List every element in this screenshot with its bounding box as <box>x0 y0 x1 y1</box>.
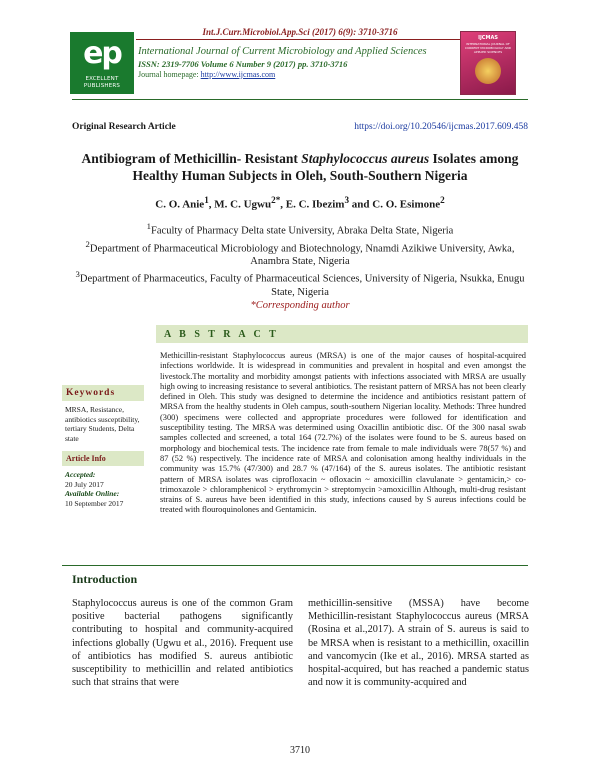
journal-homepage <box>138 70 458 79</box>
affiliation-text: Faculty of Pharmacy Delta state University, Abraka Delta State, Nigeria <box>151 225 454 237</box>
author-name: M. C. Ugwu <box>214 198 272 211</box>
affiliations <box>70 220 530 312</box>
cover-title: IJCMAS <box>478 35 498 41</box>
title-species: Staphylococcus aureus <box>301 151 430 166</box>
affiliation-text: Department of Pharmaceutics, Faculty of Pharmaceutical Sciences, University of Nigeria, Nsukka, Enugu State, Nigeria <box>79 273 525 298</box>
header-divider <box>72 99 528 100</box>
affiliation-sup: 2 <box>85 238 90 249</box>
affiliation-sup: 1 <box>146 221 152 231</box>
abstract-heading: A B S T R A C T <box>156 325 528 343</box>
introduction-left-column: Staphylococcus aureus is one of the common Gram positive bacterial pathogens significantly contributing to hospital and community-acquired infections globally (Ugwu et al., 2016). Frequent use of antibiotics has modified S. aureus antibiotic susceptibility to methicillin and related antibiotics such that strains that were <box>72 598 293 689</box>
online-label: Available Online: <box>65 489 120 498</box>
introduction-heading: Introduction <box>72 572 138 586</box>
logo-letters: ep <box>83 36 121 71</box>
journal-name: International Journal of Current Microbiology and Applied Sciences <box>138 46 427 57</box>
introduction-right-column: methicillin-sensitive (MSSA) have become Methicillin-resistant Staphylococcus aureus (MRSA (Rosina et al.,2017). A strain of S. aureus is said to be MRSA when is resistant to a methicillin, oxacillin and vancomycin (Ike et al., 2016). MRSA started as hospital-acquired, but has reached a pandemic status and now it is community-acquired and <box>308 598 529 689</box>
author-name: C. O. Esimone <box>372 198 441 211</box>
citation-rule <box>136 39 460 40</box>
article-info-heading: Article Info <box>62 451 144 466</box>
author-sup: 3 <box>344 195 350 205</box>
author-sup: 2* <box>271 195 281 205</box>
keywords-list: MRSA, Resistance, antibiotics susceptibility, tertiary Students, Delta state <box>65 405 140 443</box>
paper-title <box>80 150 520 184</box>
affiliation-item <box>70 220 530 238</box>
author-name: E. C. Ibezim <box>285 198 345 211</box>
homepage-label: Journal homepage: <box>138 70 201 79</box>
title-part1: Antibiogram of Methicillin- Resistant <box>81 151 302 166</box>
cover-graphic <box>475 58 501 84</box>
abstract-text: Methicillin-resistant Staphylococcus aureus (MRSA) is one of the major causes of hospital-acquired infections worldwide. It is widespread in communities and prevalent in hospital and even amongst the livestock.The mortality and morbidity amongst patients with infections associated with MRSA are usually high owing to increasing resistance to several antibiotics. The resistant pattern of MRSA has not been clearly defined in Oleh. This study was designed to determine the incidence and antibiotics resistant pattern of MRSA from the healthy students in Oleh campus, south-southern Nigerian locality. Methods: Three hundred (300) specimens were collected and appropriate procedures were followed for identification and susceptibility testing. The MRSA was determined using Oxacillin antibiotic disc. Of the 300 nasal swab samples collected and screened, a total 164 (72.7%) of the isolates were found to be S. aureus based on morphology and biochemical tests. The incidence rate from female to male individuals were 78(57 %) and 87 (52 %) respectively. The incidence rate of MRSA and colonisation among healthy individuals in the community was 15.7% (47/300) and 28.7 % (47/164) of the S. aureus isolates. The antibiotic resistant pattern of MRSA isolates was ciprofloxacin ~ ofloxacin ~ amoxicillin clavulanate > gentamicin,> co-trimoxazole > chloramphenicol > erythromycin > streptomycin >amoxicillin Although, multi-drug resistant strains of S. aureus have been identified in this study, infections caused by S aureus infections could be treated with flouroquinolones and Gentamicin. <box>160 351 526 515</box>
accepted-label: Accepted: <box>65 470 96 479</box>
author-sup: 2 <box>440 195 445 205</box>
article-sidebar <box>62 385 144 512</box>
affiliation-sup: 3 <box>75 269 80 279</box>
logo-caption: EXCELLENT PUBLISHERS <box>83 76 121 89</box>
journal-cover-image <box>460 31 516 95</box>
accepted-date: 20 July 2017 <box>65 479 104 489</box>
page-number: 3710 <box>290 745 310 756</box>
author-name: C. O. Anie <box>155 198 205 211</box>
online-date: 10 September 2017 <box>65 498 124 508</box>
affiliation-item <box>70 238 530 269</box>
cover-subtitle: INTERNATIONAL JOURNAL OF CURRENT MICROBIOLOGY AND APPLIED SCIENCES <box>464 42 512 54</box>
article-dates <box>62 466 144 512</box>
affiliation-text: Department of Pharmaceutical Microbiology and Biotechnology, Nnamdi Azikiwe University, Awka, Anambra State, Nigeria <box>89 243 515 267</box>
title-part2: Isolates among Healthy Human Subjects in Oleh, South-Southern Nigeria <box>132 151 519 183</box>
doi-link[interactable]: https://doi.org/10.20546/ijcmas.2017.609.458 <box>354 122 528 132</box>
publisher-logo <box>70 32 134 94</box>
journal-citation: Int.J.Curr.Microbiol.App.Sci (2017) 6(9): 3710-3716 <box>202 27 398 37</box>
affiliation-item <box>70 268 530 299</box>
journal-info <box>138 46 458 79</box>
homepage-link[interactable]: http://www.ijcmas.com <box>200 70 276 79</box>
keywords-heading: Keywords <box>62 385 144 401</box>
article-type: Original Research Article <box>72 122 176 132</box>
journal-issn: ISSN: 2319-7706 Volume 6 Number 9 (2017) pp. 3710-3716 <box>138 59 348 69</box>
author-sup: 1 <box>204 195 209 205</box>
abstract-divider <box>62 565 528 566</box>
corresponding-author: *Corresponding author <box>250 299 350 311</box>
author-list: C. O. Anie$^1$, M. C. Ugwu$^{2*}$, E. C. Ibezim$^3$ and C. O. Esimone$^2$ <box>155 195 445 211</box>
